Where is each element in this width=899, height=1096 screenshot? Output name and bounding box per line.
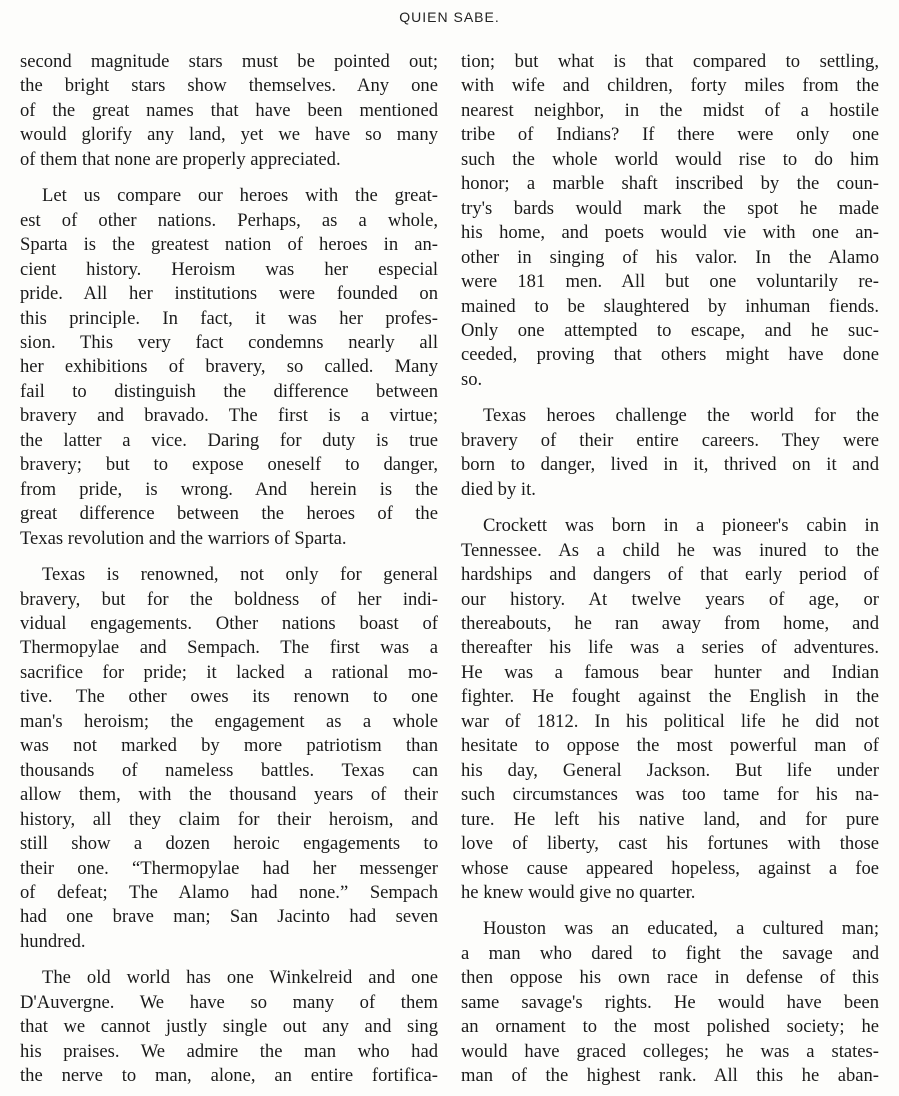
text-line: Crockett was born in a pioneer's cabin in (483, 515, 879, 537)
text-line: second magnitude stars must be pointed out; (20, 51, 438, 72)
text-line: Texas is renowned, not only for general (42, 564, 438, 586)
left-text-column (20, 50, 438, 1089)
text-line: that we cannot justly single out any and sing (20, 1016, 438, 1038)
paragraph (461, 917, 879, 1088)
text-line: still show a dozen heroic engagements to (20, 833, 438, 855)
text-line: the bright stars show themselves. Any one (20, 75, 438, 97)
text-line: other in singing of his valor. In the Alamo (461, 246, 879, 268)
text-line: the nerve to man, alone, an entire fortifica- (20, 1065, 438, 1087)
text-line: tion; but what is that compared to settling, (461, 51, 879, 72)
text-line: had one brave man; San Jacinto had seven (20, 906, 438, 928)
text-line: man's heroism; the engagement as a whole (20, 710, 438, 732)
text-line: Tennessee. As a child he was inured to the (461, 539, 879, 561)
text-line: sion. This very fact condemns nearly all (20, 331, 438, 353)
text-line: hesitate to oppose the most powerful man of (461, 735, 879, 757)
page-header: QUIEN SABE. (399, 9, 500, 25)
text-line: est of other nations. Perhaps, as a whole, (20, 209, 438, 231)
text-line: bravery, but for the boldness of her indi- (20, 588, 438, 610)
text-line: Only one attempted to escape, and he suc- (461, 319, 879, 341)
right-text-column (461, 50, 879, 1089)
text-line: he knew would give no quarter. (461, 881, 696, 903)
text-line: love of liberty, cast his fortunes with those (461, 833, 879, 855)
text-line: nearest neighbor, in the midst of a hostile (461, 99, 879, 121)
text-line: born to danger, lived in it, thrived on it and (461, 454, 879, 476)
text-line: tribe of Indians? If there were only one (461, 124, 879, 146)
text-line: his home, and poets would vie with one an- (461, 222, 879, 244)
text-line: bravery and bravado. The first is a virtue; (20, 405, 438, 427)
text-line: was not marked by more patriotism than (20, 735, 438, 757)
text-line: allow them, with the thousand years of their (20, 784, 438, 806)
text-line: Texas revolution and the warriors of Sparta. (20, 527, 347, 549)
text-line: war of 1812. In his political life he did not (461, 710, 879, 732)
text-line: their one. “Thermopylae had her messenger (20, 857, 438, 879)
text-line: this principle. In fact, it was her profes- (20, 307, 438, 329)
paragraph (461, 514, 879, 905)
text-line: of the great names that have been mentioned (20, 99, 438, 121)
text-line: from pride, is wrong. And herein is the (20, 478, 438, 500)
text-line: hundred. (20, 930, 86, 952)
text-line: bravery; but to expose oneself to danger, (20, 454, 438, 476)
text-line: thousands of nameless battles. Texas can (20, 759, 438, 781)
text-line: would glorify any land, yet we have so many (20, 124, 438, 146)
text-line: man of the highest rank. All this he aban- (461, 1065, 879, 1087)
paragraph (461, 50, 879, 392)
paragraph (20, 966, 438, 1088)
text-line: The old world has one Winkelreid and one (42, 967, 438, 989)
text-line: pride. All her institutions were founded on (20, 283, 438, 305)
text-line: vidual engagements. Other nations boast of (20, 612, 438, 634)
text-line: died by it. (461, 478, 536, 500)
paragraph (461, 404, 879, 502)
text-line: such the whole world would rise to do him (461, 148, 879, 170)
text-line: Sparta is the greatest nation of heroes in an- (20, 234, 438, 256)
text-line: tive. The other owes its renown to one (20, 686, 438, 708)
text-line: He was a famous bear hunter and Indian (461, 661, 879, 683)
text-line: whose cause appeared hopeless, against a foe (461, 857, 879, 879)
text-line: sacrifice for pride; it lacked a rational mo- (20, 661, 438, 683)
text-line: would have graced colleges; he was a states- (461, 1040, 879, 1062)
text-line: ture. He left his native land, and for pure (461, 808, 879, 830)
text-line: ceeded, proving that others might have done (461, 344, 879, 366)
text-line: fail to distinguish the difference between (20, 380, 438, 402)
text-line: with wife and children, forty miles from the (461, 75, 879, 97)
text-line: honor; a marble shaft inscribed by the coun- (461, 173, 879, 195)
paragraph (20, 50, 438, 172)
text-line: fighter. He fought against the English in the (461, 686, 879, 708)
text-line: of defeat; The Alamo had none.” Sempach (20, 881, 438, 903)
text-line: history, all they claim for their heroism, and (20, 808, 438, 830)
text-line: Let us compare our heroes with the great- (42, 185, 438, 207)
text-line: Thermopylae and Sempach. The first was a (20, 637, 438, 659)
text-line: cient history. Heroism was her especial (20, 258, 438, 280)
text-line: of them that none are properly appreciated. (20, 148, 341, 170)
text-line: her exhibitions of bravery, so called. Many (20, 356, 438, 378)
text-line: D'Auvergne. We have so many of them (20, 991, 438, 1013)
text-line: same savage's rights. He would have been (461, 991, 879, 1013)
text-line: thereabouts, he ran away from home, and (461, 612, 879, 634)
text-line: great difference between the heroes of the (20, 503, 438, 525)
text-line: such circumstances was too tame for his na- (461, 784, 879, 806)
text-line: his day, General Jackson. But life under (461, 759, 879, 781)
text-line: his praises. We admire the man who had (20, 1040, 438, 1062)
text-line: an ornament to the most polished society; he (461, 1016, 879, 1038)
text-line: Houston was an educated, a cultured man; (483, 918, 879, 940)
text-line: Texas heroes challenge the world for the (483, 405, 879, 427)
text-line: thereafter his life was a series of adventures. (461, 637, 879, 659)
paragraph (20, 184, 438, 551)
text-line: then oppose his own race in defense of this (461, 967, 879, 989)
paragraph (20, 563, 438, 954)
text-line: hardships and dangers of that early period of (461, 564, 879, 586)
text-line: a man who dared to fight the savage and (461, 942, 879, 964)
text-line: so. (461, 368, 483, 390)
text-line: the latter a vice. Daring for duty is true (20, 429, 438, 451)
text-line: try's bards would mark the spot he made (461, 197, 879, 219)
text-line: our history. At twelve years of age, or (461, 588, 879, 610)
text-line: were 181 men. All but one voluntarily re- (461, 271, 879, 293)
text-line: mained to be slaughtered by inhuman fiends. (461, 295, 879, 317)
text-line: bravery of their entire careers. They were (461, 429, 879, 451)
